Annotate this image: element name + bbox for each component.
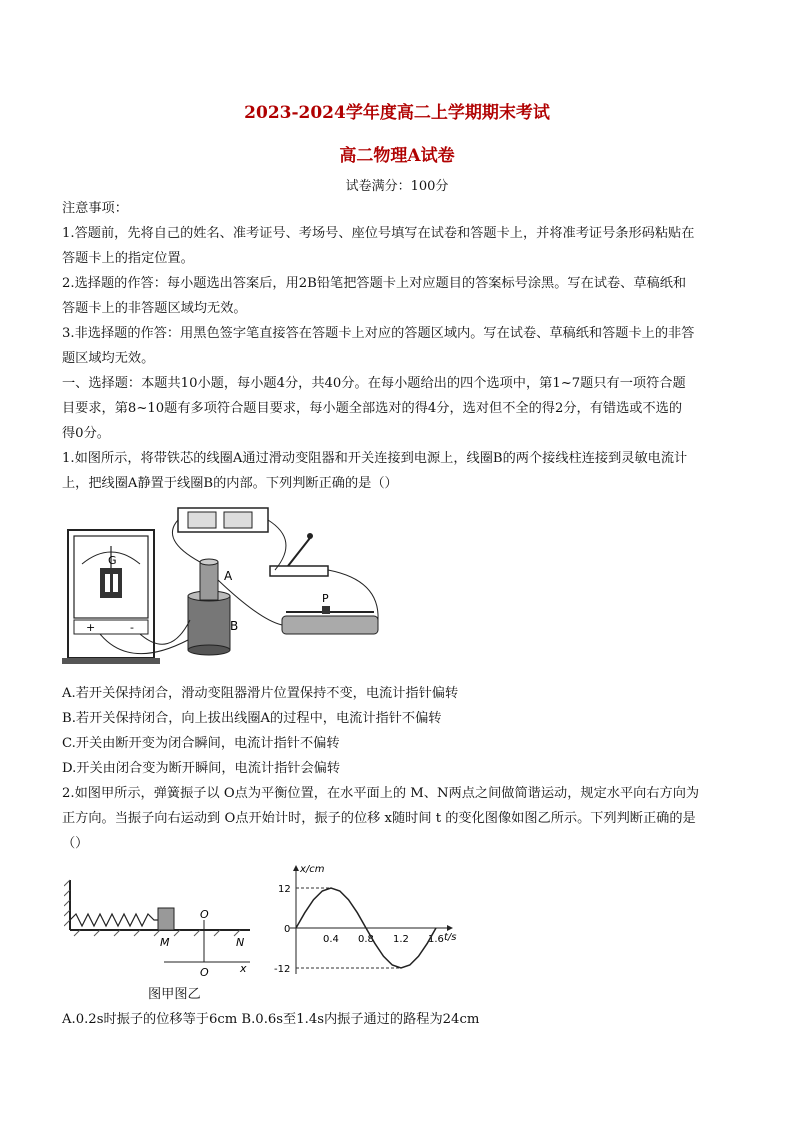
induction-apparatus-figure — [60, 500, 400, 680]
question-2-stem: 正方向。当振子向右运动到 O点开始计时，振子的位移 x随时间 t 的变化图像如图乙所示。下列判断正确的是 — [62, 811, 696, 826]
x-axis-label: t/s — [444, 932, 457, 943]
x-tick-label: 0.8 — [358, 934, 374, 945]
point-o-top-label: O — [200, 908, 209, 921]
y-axis-label: x/cm — [300, 864, 325, 875]
question-2-stem: （） — [62, 836, 89, 851]
terminal-plus-label: + — [86, 621, 96, 634]
point-o-bottom-label: O — [200, 966, 209, 979]
notes-line: 1.答题前，先将自己的姓名、准考证号、考场号、座位号填写在试卷和答题卡上，并将准考证号条形码粘贴在 — [62, 226, 695, 241]
question-2-stem: 2.如图甲所示，弹簧振子以 O点为平衡位置，在水平面上的 M、N两点之间做简谐运动，规定水平向右方向为 — [62, 786, 700, 801]
question-1-stem: 上，把线圈A静置于线圈B的内部。下列判断正确的是（） — [62, 476, 398, 491]
exam-subtitle: 高二物理A试卷 — [339, 146, 455, 166]
x-tick-label: 1.6 — [428, 934, 444, 945]
score-note: 试卷满分：100分 — [345, 179, 449, 194]
question-1-option-c: C.开关由断开变为闭合瞬间，电流计指针不偏转 — [62, 736, 340, 751]
coil-a-label: A — [224, 569, 233, 583]
exam-title: 2023-2024学年度高二上学期期末考试 — [244, 103, 550, 123]
notes-heading: 注意事项： — [62, 201, 128, 216]
y-tick-label: 0 — [284, 924, 291, 935]
coil-b-label: B — [230, 619, 239, 633]
section-intro-line: 得0分。 — [62, 426, 110, 441]
y-tick-label: 12 — [278, 884, 291, 895]
x-tick-label: 0.4 — [323, 934, 339, 945]
question-2-options: A.0.2s时振子的位移等于6cm B.0.6s至1.4s内振子通过的路程为24cm — [62, 1012, 480, 1027]
question-1-stem: 1.如图所示，将带铁芯的线圈A通过滑动变阻器和开关连接到电源上，线圈B的两个接线柱连接到灵敏电流计 — [62, 451, 688, 466]
question-1-option-d: D.开关由闭合变为断开瞬间，电流计指针会偏转 — [62, 761, 341, 776]
point-n-label: N — [236, 936, 245, 949]
displacement-time-chart — [272, 858, 472, 980]
spring-oscillator-figure — [64, 872, 264, 982]
section-intro-line: 一、选择题：本题共10小题，每小题4分，共40分。在每小题给出的四个选项中，第1~7题只有一项符合题 — [62, 376, 686, 391]
notes-line: 2.选择题的作答：每小题选出答案后，用2B铅笔把答题卡上对应题目的答案标号涂黑。写在试卷、草稿纸和 — [62, 276, 687, 291]
point-m-label: M — [160, 936, 170, 949]
x-tick-label: 1.2 — [393, 934, 409, 945]
notes-line: 答题卡上的指定位置。 — [62, 251, 194, 266]
section-intro-line: 目要求，第8~10题有多项符合题目要求，每小题全部选对的得4分，选对但不全的得2分，有错选或不选的 — [62, 401, 683, 416]
terminal-minus-label: - — [130, 621, 134, 634]
notes-line: 3.非选择题的作答：用黑色签字笔直接答在答题卡上对应的答题区域内。写在试卷、草稿纸和答题卡上的非答 — [62, 326, 695, 341]
notes-line: 答题卡上的非答题区域均无效。 — [62, 301, 247, 316]
axis-x-label: x — [240, 962, 247, 975]
question-1-option-b: B.若开关保持闭合，向上拔出线圈A的过程中，电流计指针不偏转 — [62, 711, 442, 726]
notes-line: 题区域均无效。 — [62, 351, 155, 366]
figure-caption: 图甲图乙 — [148, 987, 201, 1002]
y-tick-label: -12 — [274, 964, 291, 975]
galvanometer-label: G — [108, 554, 117, 567]
question-1-option-a: A.若开关保持闭合，滑动变阻器滑片位置保持不变，电流计指针偏转 — [62, 686, 459, 701]
slider-p-label: P — [322, 592, 329, 605]
